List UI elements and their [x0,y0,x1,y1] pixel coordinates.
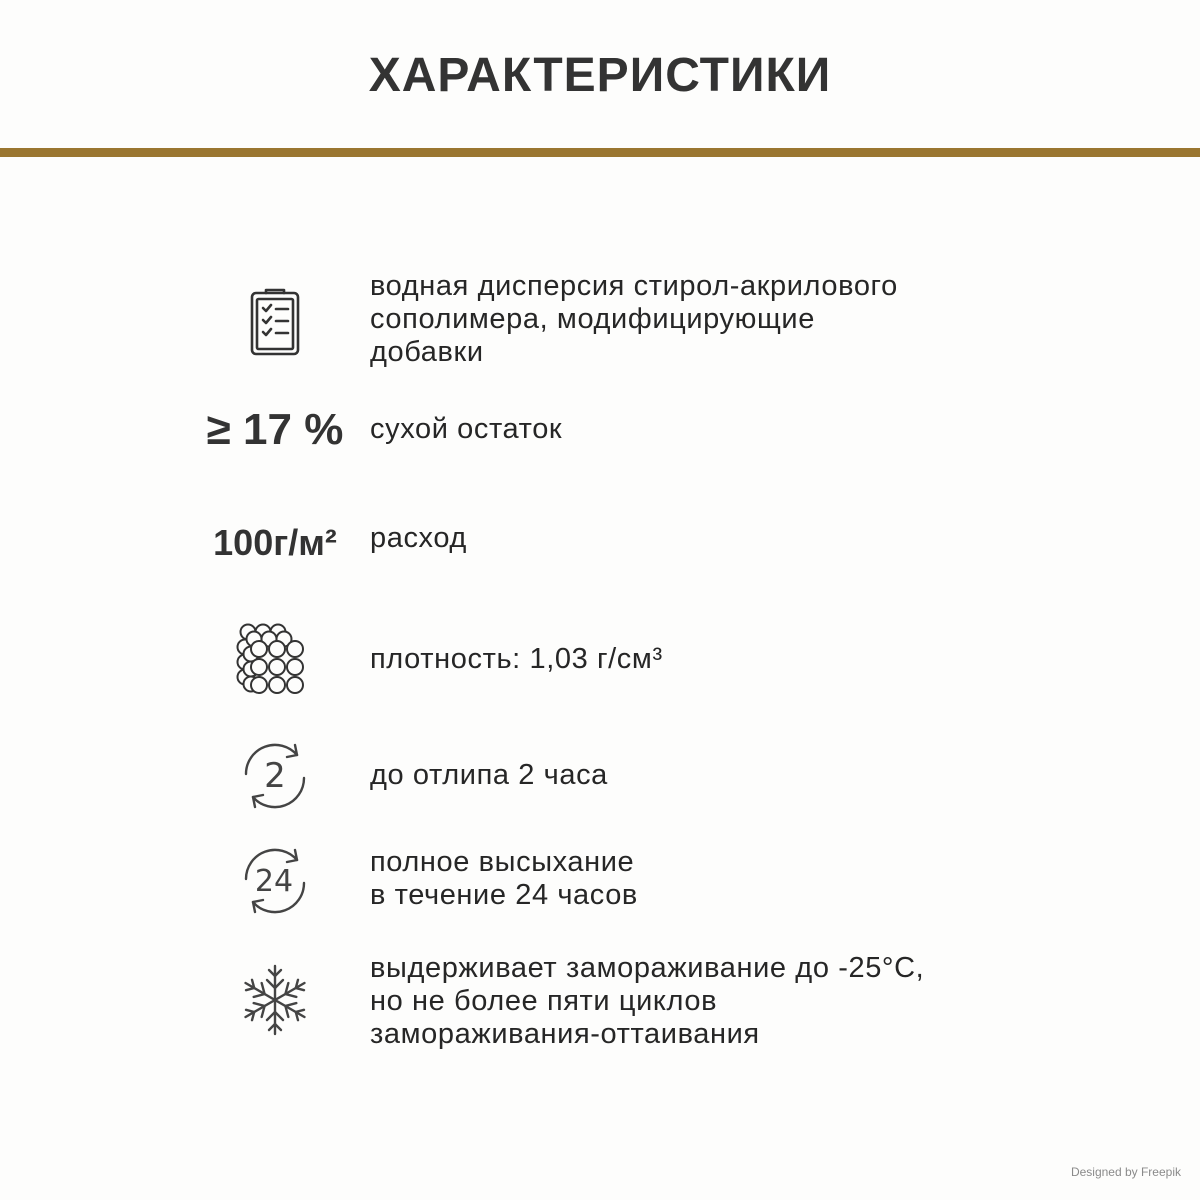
cycle-icon-label: 24 [254,864,294,899]
cycle-icon-label: 2 [264,756,286,796]
spec-line: плотность: 1,03 г/см³ [370,643,663,675]
dry-residue-value: ≥ 17 % [206,405,344,454]
spec-row-composition [0,270,1200,374]
spec-line: до отлипа 2 часа [370,759,608,791]
cycle-arrows-icon [237,738,313,814]
spec-line: выдерживает замораживание до -25°C, [370,952,925,984]
spec-line: добавки [370,336,484,368]
page-title: ХАРАКТЕРИСТИКИ [368,49,832,102]
spec-line: водная дисперсия стирол-акрилового [370,270,898,302]
spec-row-tack-free [0,737,1200,815]
spec-line: сухой остаток [370,413,563,445]
spec-line: в течение 24 часов [370,879,638,911]
spec-description [370,413,1050,446]
spec-line: расход [370,522,467,554]
spec-row-consumption [0,515,1200,571]
clipboard-checklist-icon [249,287,301,357]
spec-row-density [0,618,1200,702]
credit-text: Designed by Freepik [1070,1165,1181,1179]
spec-line: сополимера, модифицирующие [370,303,815,335]
spec-line: но не более пяти циклов [370,985,718,1017]
spec-line: замораживания-оттаивания [370,1018,760,1050]
spec-description [370,522,1050,555]
cycle-arrows-icon [237,843,313,919]
spec-description [370,952,1050,1051]
spheres-density-icon [235,619,315,701]
spec-row-dry-residue [0,400,1200,460]
spec-description [370,846,1050,912]
accent-divider [0,148,1200,157]
spec-row-freeze-thaw [0,948,1200,1052]
spec-row-full-drying [0,842,1200,920]
spec-description [370,270,1050,369]
spec-description [370,643,1050,676]
spec-line: полное высыхание [370,846,635,878]
snowflake-icon [238,961,312,1039]
consumption-value: 100г/м² [213,522,337,563]
spec-description [370,759,1050,792]
